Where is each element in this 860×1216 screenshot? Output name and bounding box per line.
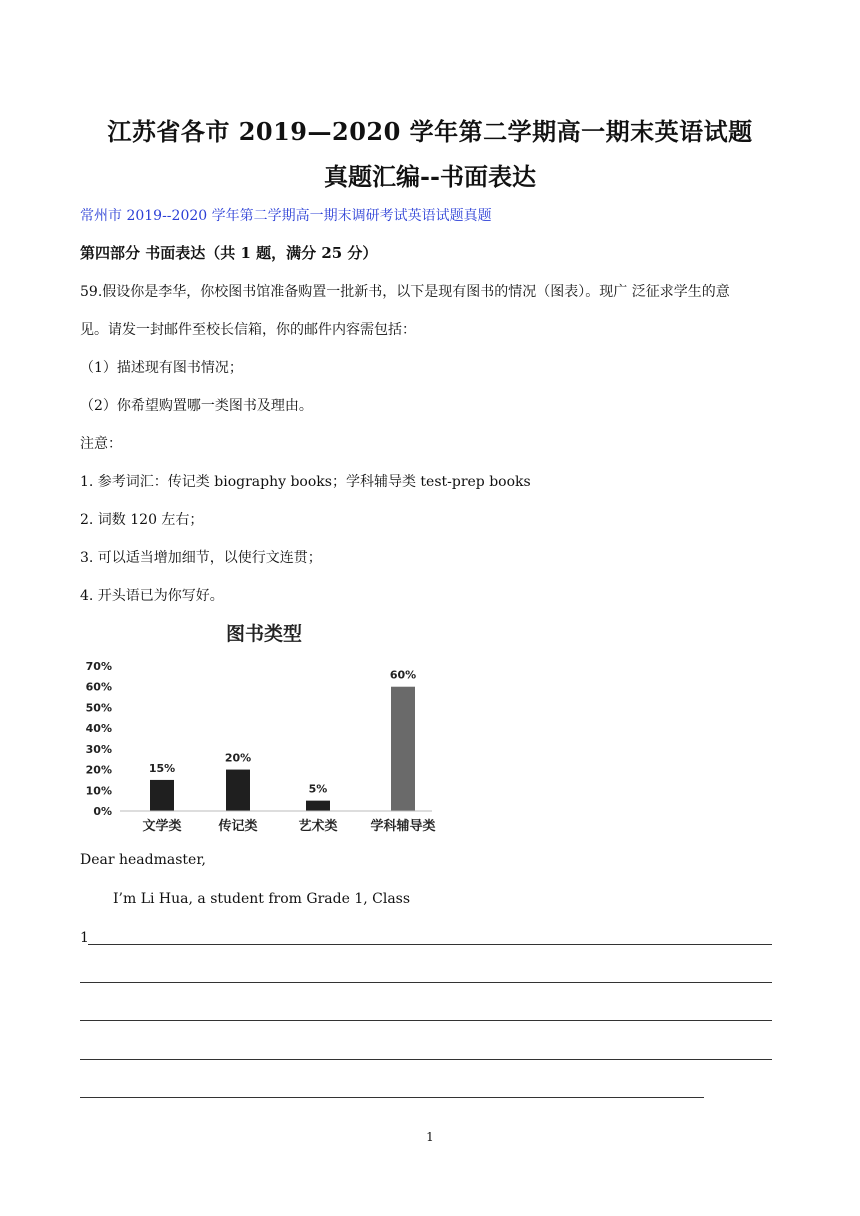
category-label: 艺术类 (298, 819, 338, 834)
document-subtitle: 真题汇编--书面表达 (324, 162, 536, 191)
value-label: 5% (308, 782, 328, 796)
category-label: 文学类 (142, 819, 182, 834)
bar (306, 801, 330, 811)
document-title: 江苏省各市 2019—2020 学年第二学期高一期末英语试题 (107, 117, 753, 146)
y-tick-label: 10% (85, 784, 112, 798)
y-tick-label: 40% (85, 722, 112, 736)
letter-opening: I’m Li Hua, a student from Grade 1, Class (113, 891, 411, 907)
prompt-line: 3. 可以适当增加细节，以使行文连贯； (80, 550, 322, 566)
answer-line[interactable] (88, 944, 772, 945)
answer-line[interactable] (80, 1059, 772, 1060)
section-heading: 第四部分 书面表达（共 1 题，满分 25 分） (80, 244, 378, 262)
prompt-line: 见。请发一封邮件至校长信箱，你的邮件内容需包括： (80, 322, 416, 338)
value-label: 60% (389, 668, 417, 682)
y-tick-label: 0% (93, 805, 112, 818)
category-label: 传记类 (218, 819, 258, 834)
value-label: 15% (148, 761, 176, 775)
answer-line[interactable] (80, 1097, 704, 1098)
prompt-line: 59.假设你是李华，你校图书馆准备购置一批新书，以下是现有图书的情况（图表）。现广 泛征求学生的意 (80, 284, 730, 300)
answer-line-prefix: 1 (80, 930, 89, 946)
prompt-line: 4. 开头语已为你写好。 (80, 588, 224, 604)
prompt-line: 2. 词数 120 左右； (80, 512, 204, 528)
x-axis (142, 818, 435, 834)
category-label: 学科辅导类 (370, 819, 436, 834)
y-tick-label: 70% (85, 660, 112, 673)
answer-line[interactable] (80, 1020, 772, 1021)
value-label: 20% (224, 751, 252, 765)
prompt-line: 注意： (80, 436, 122, 452)
y-axis (86, 660, 112, 818)
source-link[interactable]: 常州市 2019--2020 学年第二学期高一期末调研考试英语试题真题 (80, 208, 492, 224)
answer-line[interactable] (80, 982, 772, 983)
bars (120, 687, 432, 811)
prompt-line: （2）你希望购置哪一类图书及理由。 (80, 398, 313, 414)
value-labels (149, 669, 416, 796)
bar (226, 770, 250, 811)
page-number: 1 (426, 1130, 434, 1144)
bar (150, 780, 174, 811)
chart-title: 图书类型 (225, 623, 303, 645)
y-tick-label: 20% (85, 763, 112, 777)
y-tick-label: 30% (85, 742, 112, 756)
y-tick-label: 60% (85, 680, 112, 694)
bar (391, 687, 415, 811)
bar-chart (80, 612, 440, 847)
prompt-line: 1. 参考词汇：传记类 biography books；学科辅导类 test-prep books (80, 474, 531, 490)
prompt-line: （1）描述现有图书情况； (80, 360, 243, 376)
letter-greeting: Dear headmaster, (80, 852, 206, 868)
y-tick-label: 50% (85, 701, 112, 715)
